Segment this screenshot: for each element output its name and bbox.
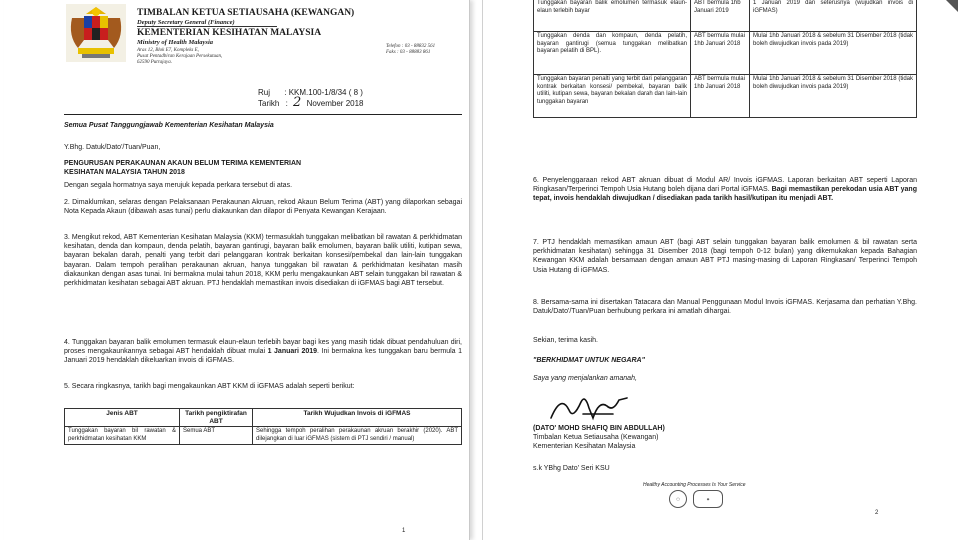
abt-table-part-2 <box>533 0 917 118</box>
signature <box>543 388 643 428</box>
paragraph-4-tail: . Ini bermakna kes tunggakan baru bermula 1 Januari 2019 hendaklah dikeluarkan invois di iGFMAS. <box>64 348 462 365</box>
page-number: 1 <box>402 528 406 534</box>
paragraph-8: 8. Bersama-sama ini disertakan Tatacara dan Manual Penggunaan Modul Invois iGFMAS. Kerjasama dan perhatian Y.Bhg. Datuk/Dato'/Tuan/Puan berhubung perkara ini amatlah dihargai. <box>533 299 917 316</box>
table-cell: Tunggakan bayaran bil rawatan & perkhidmatan kesihatan KKM <box>65 427 180 445</box>
table-cell: Mulai 1hb Januari 2018 & sebelum 31 Disember 2018 (tidak boleh diwujudkan invois pada 2019) <box>750 32 917 75</box>
paragraph-3 <box>64 233 462 288</box>
signatory-name: (DATO' MOHD SHAFIQ BIN ABDULLAH) <box>533 425 665 432</box>
paragraph-6 <box>533 176 917 204</box>
separator-rule <box>64 114 462 115</box>
table-row <box>534 0 917 32</box>
certification-logo: ◉ <box>693 490 723 508</box>
paragraph-3-tail: PTJ hendaklah memastikan invois disediakan di iGFMAS bagi ABT tersebut. <box>207 280 444 288</box>
table-header-cell: Tarikh Wujudkan Invois di iGFMAS <box>253 409 462 427</box>
table-cell: ABT bermula 1hb Januari 2019 <box>691 0 750 32</box>
address-line: Aras 12, Blok E7, Kompleks E, <box>137 48 199 53</box>
table-cell: ABT bermula mulai 1hb Januari 2018 <box>691 75 750 118</box>
closing: Sekian, terima kasih. <box>533 337 598 344</box>
paragraph-4-date: 1 Januari 2019 <box>267 348 318 356</box>
salutation: Y.Bhg. Datuk/Dato'/Tuan/Puan, <box>64 144 161 151</box>
fax-value: : 03 - 88883 861 <box>396 50 431 55</box>
date-line <box>258 95 364 110</box>
table-row <box>65 427 462 445</box>
tarikh-rest: November 2018 <box>306 99 364 108</box>
table-cell: Mulai 1hb Januari 2018 & sebelum 31 Disember 2018 (tidak boleh diwujudkan invois pada 2019) <box>750 75 917 118</box>
subject-line: KESIHATAN MALAYSIA TAHUN 2018 <box>64 169 185 177</box>
tarikh-colon: : <box>285 99 288 108</box>
sincerely: Saya yang menjalankan amanah, <box>533 375 637 382</box>
ruj-label: Ruj <box>258 88 271 97</box>
paragraph-3-text: 3. Mengikut rekod, ABT Kementerian Kesihatan Malaysia (KKM) termasuklah tunggakan melibatkan bil rawatan & perkhidmatan kesihatan, denda dan kompaun, denda pelatih, bayaran gantirugi, bayaran balik emolumen, bayaran balik utiliti, kutipan sewa, bayaran bekalan darah, penalti yang terbit dari pelanggaran kontrak berkaitan konsesi/pembekal dan lain-lain tunggakan bayaran. Dalam tempoh peralihan perakaunan akruan, hanya tunggakan bil rawatan & perkhidmatan kesihatan masih diakaunkan dengan asas tunai. Ini bermakna mulai tahun 2018, KKM perlu mengakaunkan ABT selain tunggakan bil rawatan & perkhidmatan kesihatan sebagai ABT akruan. <box>64 234 462 288</box>
subject <box>64 159 462 177</box>
tel-value: : 03 - 88832 561 <box>401 44 436 49</box>
table-header-cell: Jenis ABT <box>65 409 180 427</box>
abt-table-part-1 <box>64 408 462 445</box>
tarikh-label: Tarikh <box>258 99 280 108</box>
reference-number <box>258 88 363 97</box>
signatory-title: Timbalan Ketua Setiausaha (Kewangan) <box>533 434 659 441</box>
address-line: 62590 Putrajaya. <box>137 60 172 65</box>
subject-line: PENGURUSAN PERAKAUNAN AKAUN BELUM TERIMA KEMENTERIAN <box>64 160 302 167</box>
table-cell: Tunggakan bayaran penalti yang terbit dari pelanggaran kontrak berkaitan konsesi/ pembekal, bayaran balik utiliti, kutipan sewa, bayaran bekalan darah dan lain-lain tunggakan bayaran <box>534 75 691 118</box>
table-cell: Semua ABT <box>180 427 253 445</box>
table-row <box>534 75 917 118</box>
address <box>137 48 222 66</box>
recipient: Semua Pusat Tanggungjawab Kementerian Kesihatan Malaysia <box>64 122 274 129</box>
table-cell: Tunggakan denda dan kompaun, denda pelatih, bayaran gantirugi (semua tunggakan melibatkan bayaran pelatih di BPL). <box>534 32 691 75</box>
table-cell: ABT bermula mulai 1hb Januari 2018 <box>691 32 750 75</box>
ministry-name: KEMENTERIAN KESIHATAN MALAYSIA <box>137 28 322 38</box>
paragraph-4 <box>64 338 462 366</box>
page-number: 2 <box>875 510 879 516</box>
paragraph-4-text: 4. Tunggakan bayaran balik emolumen termasuk elaun-elaun terlebih bayar bagi kes yang masih tidak dibuat pendahuluan diri, proses mengakaunkannya sebagai ABT hendaklah dibuat mulai <box>64 339 462 356</box>
paragraph-5: 5. Secara ringkasnya, tarikh bagi mengakaunkan ABT KKM di iGFMAS adalah seperti berikut: <box>64 383 355 390</box>
fax-label: Faks <box>386 50 396 55</box>
table-cell: Tunggakan bayaran balik emolumen termasuk elaun-elaun terlebih bayar <box>534 0 691 32</box>
ruj-value: : KKM.100-1/8/34 ( 8 ) <box>284 88 363 97</box>
coat-of-arms-logo <box>64 4 128 62</box>
tel-label: Telefon <box>386 44 401 49</box>
table-cell: Sehingga tempoh peralihan perakaunan akruan berakhir (2020). ABT dilejangkan di luar iGFMAS (sistem di PTJ sendiri / manual) <box>253 427 462 445</box>
paragraph-2: 2. Dimaklumkan, selaras dengan Pelaksanaan Perakaunan Akruan, rekod Akaun Belum Terima (ABT) yang dilaporkan sebagai Nota Kepada Akaun (dibawah asas tunai) perlu diakaunkan dan dilapor di Penyata Kewangan Kerajaan. <box>64 199 462 216</box>
paragraph-6-emphasis: Bagi memastikan perekodan usia ABT yang tepat, invois hendaklah diwujudkan / disediakan pada tarikh hasil/kutipan itu menjadi ABT. <box>533 186 917 203</box>
org-subtitle: Deputy Secretary General (Finance) <box>137 19 235 26</box>
footer-tagline: Healthy Accounting Processes Is Your Service <box>643 482 746 488</box>
opening-line: Dengan segala hormatnya saya merujuk kepada perkara tersebut di atas. <box>64 182 293 189</box>
table-header-row <box>65 409 462 427</box>
header-rule <box>137 26 277 27</box>
paragraph-7: 7. PTJ hendaklah memastikan amaun ABT (bagi ABT selain tunggakan bayaran balik emolumen & bil rawatan serta perkhidmatan kesihatan) sehingga 31 Disember 2018 (bagi tempoh 0-12 bulan) yang dikemukakan kepada Bahagian Kewangan KKM adalah bersamaan dengan amaun ABT PTJ masing-masing di Laporan Ringkasan/ Terperinci Tempoh Usia Hutang di iGFMAS. <box>533 239 917 274</box>
table-header-cell: Tarikh pengiktirafan ABT <box>180 409 253 427</box>
paragraph-6-text: 6. Penyelenggaraan rekod ABT akruan dibuat di Modul AR/ Invois iGFMAS. Laporan berkaitan ABT seperti Laporan Ringkasan/Terperinci Tempoh Usia Hutang boleh dijana dari Portal iGFMAS. <box>533 177 917 194</box>
certification-logo: ◯ <box>669 490 687 508</box>
motto: "BERKHIDMAT UNTUK NEGARA" <box>533 357 645 364</box>
table-row <box>534 32 917 75</box>
letter-page-1 <box>4 0 470 540</box>
tarikh-day-handwritten: 2 <box>293 95 302 110</box>
org-title: TIMBALAN KETUA SETIAUSAHA (KEWANGAN) <box>137 8 355 18</box>
cc-line: s.k YBhg Dato' Seri KSU <box>533 465 610 472</box>
table-cell: 1 Januari 2019 dan seterusnya (wujudkan invois di iGFMAS) <box>750 0 917 32</box>
letter-page-2 <box>482 0 960 540</box>
signatory-ministry: Kementerian Kesihatan Malaysia <box>533 443 636 450</box>
page-corner-mark <box>946 0 958 12</box>
contact-block <box>386 44 435 56</box>
ministry-name-en: Ministry of Health Malaysia <box>137 39 214 46</box>
address-line: Pusat Pentadbiran Kerajaan Persekutuan, <box>137 54 223 59</box>
